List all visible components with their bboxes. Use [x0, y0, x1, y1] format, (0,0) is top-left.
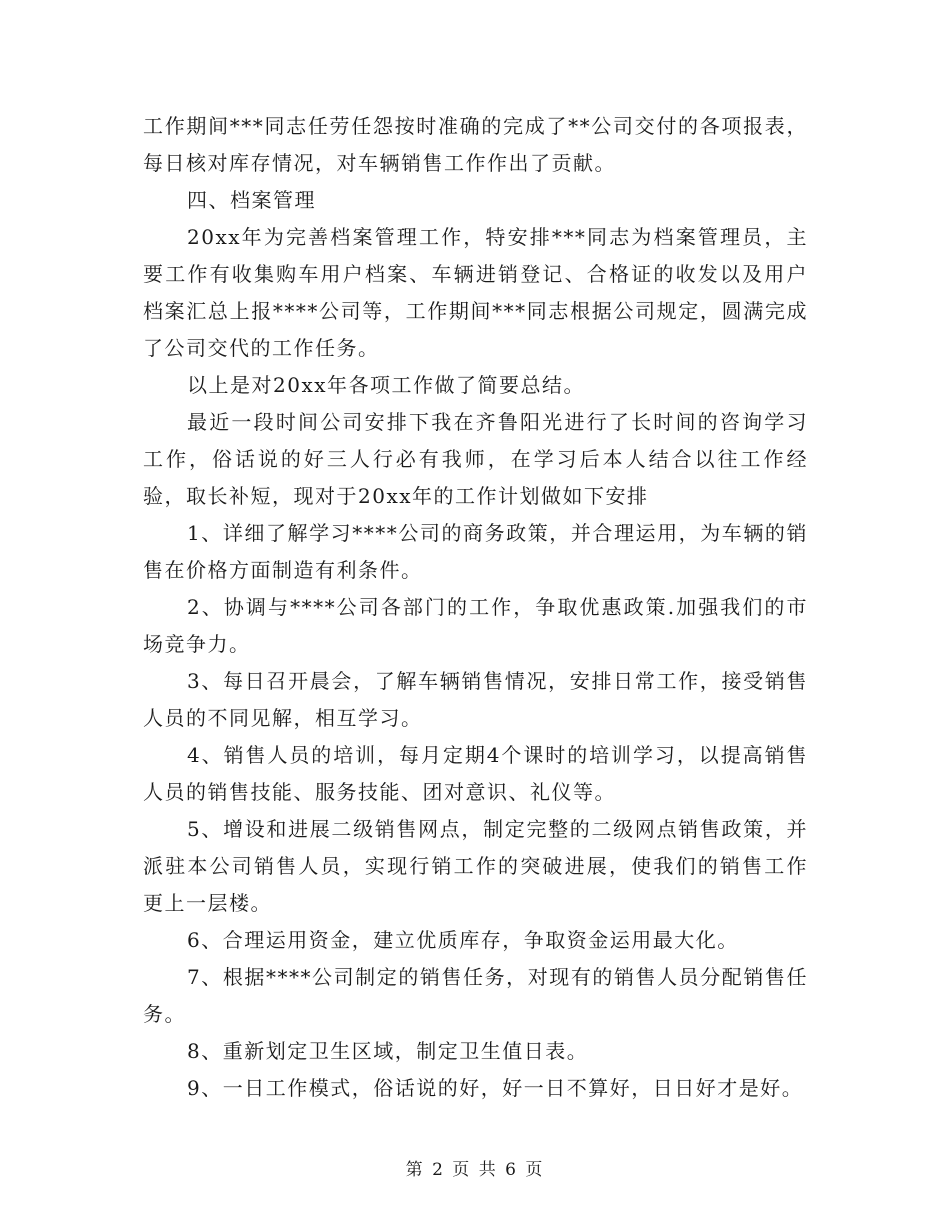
paragraph: 工作期间***同志任劳任怨按时准确的完成了**公司交付的各项报表，每日核对库存情况，对车辆销售工作作出了贡献。 [143, 114, 808, 175]
plan-item-2: 2、协调与****公司各部门的工作，争取优惠政策.加强我们的市场竞争力。 [143, 595, 808, 656]
plan-item-3: 3、每日召开晨会，了解车辆销售情况，安排日常工作，接受销售人员的不同见解，相互学习。 [143, 669, 808, 730]
document-body [143, 108, 808, 1107]
paragraph: 20xx年为完善档案管理工作，特安排***同志为档案管理员，主要工作有收集购车用户档案、车辆进销登记、合格证的收发以及用户档案汇总上报****公司等，工作期间***同志根据公司规定，圆满完成了公司交代的工作任务。 [143, 225, 808, 360]
paragraph: 最近一段时间公司安排下我在齐鲁阳光进行了长时间的咨询学习工作，俗话说的好三人行必有我师，在学习后本人结合以往工作经验，取长补短，现对于20xx年的工作计划做如下安排 [143, 410, 808, 508]
plan-item-9: 9、一日工作模式，俗话说的好，好一日不算好，日日好才是好。 [187, 1076, 804, 1100]
plan-item-8: 8、重新划定卫生区域，制定卫生值日表。 [187, 1039, 589, 1063]
plan-item-4: 4、销售人员的培训，每月定期4个课时的培训学习，以提高销售人员的销售技能、服务技能、团对意识、礼仪等。 [143, 743, 808, 804]
section-heading-archive-management: 四、档案管理 [187, 188, 316, 212]
page-number-footer: 第 2 页 共 6 页 [405, 1160, 545, 1180]
plan-item-5: 5、增设和进展二级销售网点，制定完整的二级网点销售政策，并派驻本公司销售人员，实现行销工作的突破进展，使我们的销售工作更上一层楼。 [143, 817, 808, 915]
paragraph: 以上是对20xx年各项工作做了简要总结。 [187, 373, 586, 397]
plan-item-6: 6、合理运用资金，建立优质库存，争取资金运用最大化。 [187, 928, 739, 952]
plan-item-1: 1、详细了解学习****公司的商务政策，并合理运用，为车辆的销售在价格方面制造有利条件。 [143, 521, 808, 582]
plan-item-7: 7、根据****公司制定的销售任务，对现有的销售人员分配销售任务。 [143, 965, 808, 1026]
